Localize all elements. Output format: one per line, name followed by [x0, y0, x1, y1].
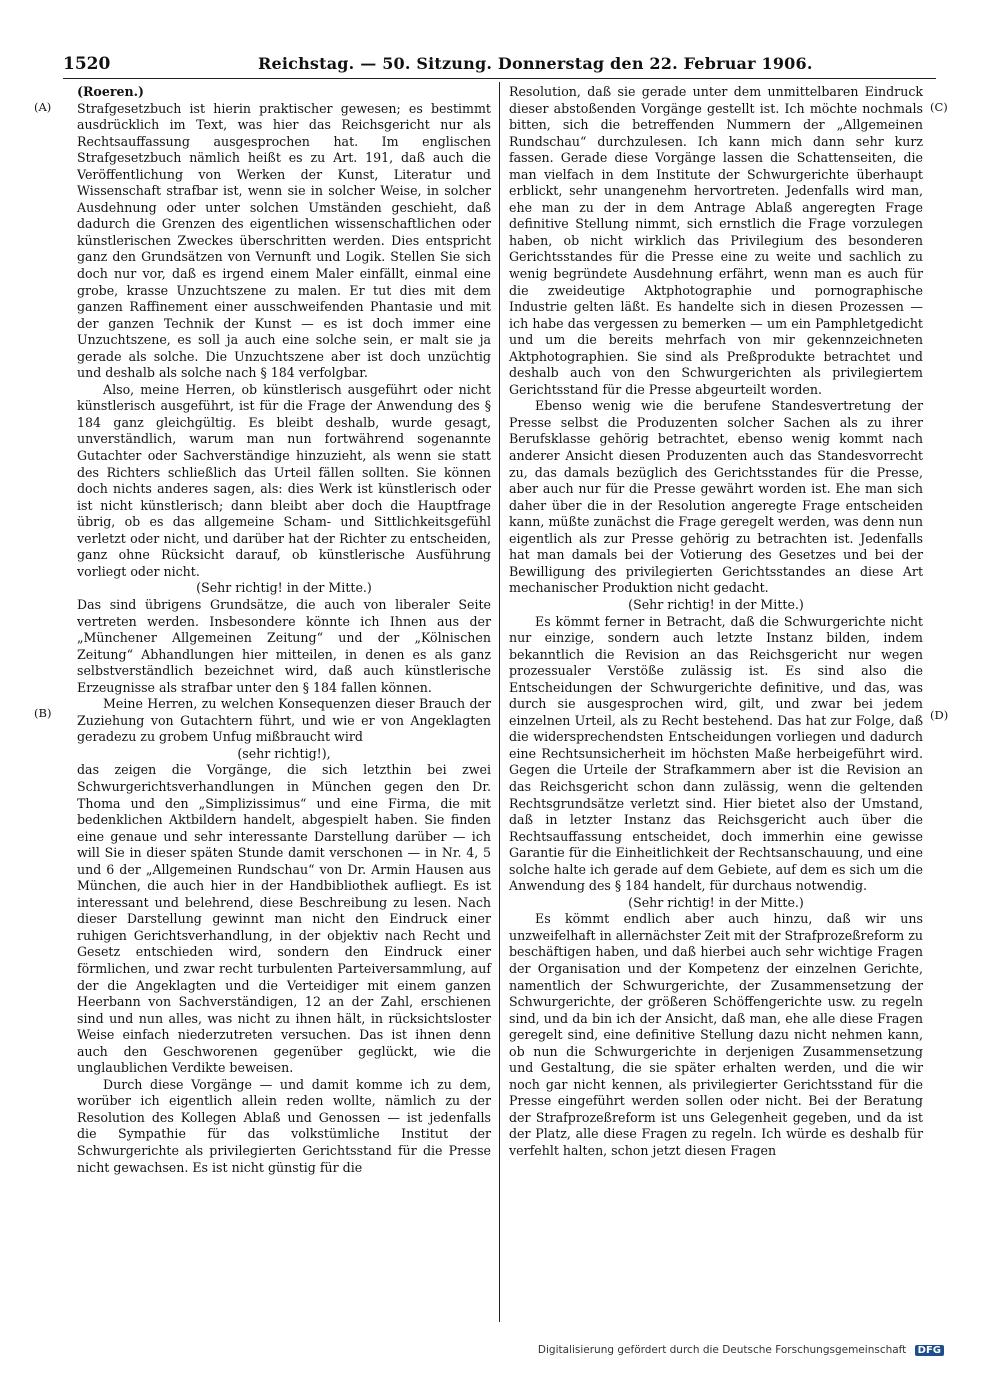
left-paragraph: Das sind übrigens Grundsätze, die auch von liberaler Seite vertreten werden. Insbesondere könnte ich Ihnen aus der „Münchener Allgemeinen Zeitung“ und der „Kölnischen Zeitung“ Abhandlungen hier mitteilen, in denen es als ganz selbstverständlich bezeichnet wird, daß auch künstlerische Erzeugnisse als strafbar unter den § 184 fallen können. [77, 596, 491, 695]
left-paragraph: Strafgesetzbuch ist hierin praktischer gewesen; es bestimmt ausdrücklich im Text, was hier das Reichsgericht nur als Rechtsauffassung ausgesprochen hat. Im englischen Strafgesetzbuch nämlich heißt es zu Art. 191, daß auch die Veröffentlichung von Werken der Kunst, Literatur und Wissenschaft strafbar ist, wenn sie in solcher Weise, in solcher Ausdehnung oder unter solchen Umständen geschieht, daß dadurch die Grenzen des eigentlichen wissenschaftlichen oder künstlerischen Zweckes überschritten werden. Dies entspricht ganz den Grundsätzen von Vernunft und Logik. Stellen Sie sich doch nur vor, daß es irgend einem Maler einfällt, einmal eine grobe, krasse Unzuchtszene zu malen. Er tut dies mit dem ganzen Raffinement einer ausschweifenden Phantasie und mit der ganzen Technik der Kunst — es ist doch immer eine Unzuchtszene, es soll ja auch eine solche sein, er malt sie ja gerade als solche. Die Unzuchtszene aber ist doch unzüchtig und deshalb als solche nach § 184 verfolgbar. [77, 100, 491, 381]
page-title: Reichstag. — 50. Sitzung. Donnerstag den 22. Februar 1906. [258, 54, 813, 73]
right-paragraph: Ebenso wenig wie die berufene Standesvertretung der Presse selbst die Produzenten solcher Sachen als zu ihrer Berufsklasse gehörig betrachtet, ebenso wenig kommt nach anderer Ansicht diesen Produzenten auch das Standesvorrecht zu, das damals bezüglich des Gerichtsstandes für die Presse, aber auch nur für die Presse gewährt worden ist. Ehe man sich daher über die in der Resolution angeregte Frage entscheiden kann, müßte zunächst die Frage geregelt werden, was denn nun eigentlich als zur Presse gehörig zu betrachten ist. Jedenfalls hat man damals bei der Votierung des Gesetzes und bei der Bewilligung des privilegierten Gerichtsstandes an diese Art mechanischer Produktion nicht gedacht. [509, 398, 923, 596]
margin-marker-c: (C) [930, 100, 948, 114]
right-column [509, 84, 923, 1160]
left-paragraph: (sehr richtig!), [237, 745, 331, 761]
right-paragraph: Es kömmt endlich aber auch hinzu, daß wir uns unzweifelhaft in allernächster Zeit mit der Strafprozeßreform zu beschäftigen haben, und daß hierbei auch sehr wichtige Fragen der Organisation und der Kompetenz der einzelnen Gerichte, namentlich der Schwurgerichte, der Zusammensetzung der Schwurgerichte, der größeren Schöffengerichte usw. zu regeln sind, und da bin ich der Ansicht, daß man, ehe alle diese Fragen geregelt sind, eine definitive Stellung dazu nicht nehmen kann, ob nun die Schwurgerichte in derjenigen Zusammensetzung und Gestaltung, die sie später erhalten werden, und die wir noch gar nicht kennen, als privilegierter Gerichtsstand für die Presse eingeführt werden sollen oder nicht. Bei der Beratung der Strafprozeßreform ist uns Gelegenheit gegeben, und da ist der Platz, alle diese Fragen zu regeln. Ich würde es deshalb für verfehlt halten, schon jetzt diesen Fragen [509, 911, 923, 1158]
right-paragraph: (Sehr richtig! in der Mitte.) [628, 596, 804, 612]
right-paragraph: Es kömmt ferner in Betracht, daß die Schwurgerichte nicht nur einzige, sondern auch letzte Instanz bilden, indem bekanntlich die Revision an das Reichsgericht nur wegen prozessualer Verstöße zulässig ist. Es sind also die Entscheidungen der Schwurgerichte definitive, und das, was durch sie ausgesprochen wird, gilt, und zwar bei jedem einzelnen Urteil, als zu Recht bestehend. Das hat zur Folge, daß die widersprechendsten Entscheidungen vorliegen und dadurch eine Rechtsunsicherheit im höchsten Maße herbeigeführt wird. Gegen die Urteile der Strafkammern aber ist die Revision an das Reichsgericht schon dann zulässig, wenn die geltenden Rechtsgrundsätze verletzt sind. Hier bietet also der Umstand, daß in letzter Instanz das Reichsgericht auch über die Rechtsauffassung entscheidet, doch immerhin eine gewisse Garantie für die Einheitlichkeit der Rechtsanschauung, und eine solche halte ich gerade auf dem Gebiete, auf dem es sich um die Anwendung des § 184 handelt, für durchaus notwendig. [509, 613, 923, 894]
margin-marker-d: (D) [930, 708, 949, 722]
speaker-name: (Roeren.) [77, 84, 144, 99]
left-paragraph: Meine Herren, zu welchen Konsequenzen dieser Brauch der Zuziehung von Gutachtern führt, und wie er von Angeklagten geradezu zu grobem Unfug mißbraucht wird [77, 696, 491, 745]
left-paragraph: (Sehr richtig! in der Mitte.) [196, 580, 372, 596]
dfg-logo: DFG [915, 1345, 944, 1356]
page-header [63, 54, 936, 78]
right-paragraph: Resolution, daß sie gerade unter dem unmittelbaren Eindruck dieser abstoßenden Vorgänge gestellt ist. Ich möchte nochmals bitten, sich die betreffenden Nummern der „Allgemeinen Rundschau“ durchzulesen. Ich kann mich dann sehr kurz fassen. Gerade diese Vorgänge lassen die Schattenseiten, die man vielfach in dem Institute der Schwurgerichte überhaupt erblickt, sehr unangenehm hervortreten. Jedenfalls wird man, ehe man zu der in dem Antrage Ablaß angeregten Frage definitive Stellung nimmt, sich ernstlich die Frage vorzulegen haben, ob nicht wirklich das Privilegium des besonderen Gerichtsstandes für die Presse eine zu weite und sachlich zu wenig begründete Ausdehnung erfährt, wenn man es auch für die zweideutige Aktphotographie und pornographische Industrie gelten läßt. Es handelte sich in diesen Prozessen — ich habe das vergessen zu bemerken — um ein Pamphletgedicht und um die bereits mehrfach von mir gekennzeichneten Aktphotographien. Sie sind als Preßprodukte betrachtet und deshalb auch von den Schwurgerichten als privilegiertem Gerichtsstand für die Presse abgeurteilt worden. [509, 84, 923, 397]
right-paragraph: (Sehr richtig! in der Mitte.) [628, 894, 804, 910]
right-column-text [509, 84, 923, 1160]
column-divider [499, 82, 500, 1322]
margin-marker-a: (A) [34, 100, 52, 114]
footer-text: Digitalisierung gefördert durch die Deutsche Forschungsgemeinschaft [537, 1344, 907, 1356]
header-rule [63, 78, 936, 79]
left-column [77, 84, 491, 1176]
left-paragraph: das zeigen die Vorgänge, die sich letzthin bei zwei Schwurgerichtsverhandlungen in München gegen den Dr. Thoma und den „Simplizissimus“ und eine Firma, die mit bedenklichen Aktbildern handelt, abgespielt haben. Sie finden eine genaue und sehr interessante Darstellung darüber — ich will Sie in dieser späten Stunde damit verschonen — in Nr. 4, 5 und 6 der „Allgemeinen Rundschau“ von Dr. Armin Hausen aus München, die auch hier in der Handbibliothek aufliegt. Es ist interessant und belehrend, diese Beschreibung zu lesen. Nach dieser Darstellung gewinnt man nicht den Eindruck einer ruhigen Gerichtsverhandlung, in der objektiv nach Recht und Gesetz entschieden wird, sondern den Eindruck einer förmlichen, und zwar recht turbulenten Parteiversammlung, auf der die Angeklagten und die Verteidiger mit einem ganzen Heerbann von Sachverständigen, 12 an der Zahl, erschienen sind und nun alles, was nicht zu ihnen hält, in rücksichtsloster Weise einfach niederzutreten versuchen. Das ist ihnen denn auch den Geschworenen gegenüber geglückt, wie die unglaublichen Verdikte beweisen. [77, 762, 491, 1076]
left-column-text [77, 101, 491, 1177]
left-paragraph: Durch diese Vorgänge — und damit komme ich zu dem, worüber ich eigentlich allein reden wollte, nämlich zu der Resolution des Kollegen Ablaß und Genossen — ist jedenfalls die Sympathie für das volkstümliche Institut der Schwurgerichte als privilegierten Gerichtsstand für die Presse nicht gewachsen. Es ist nicht günstig für die [77, 1076, 491, 1175]
page-number: 1520 [63, 54, 111, 74]
footer-credit [538, 1344, 944, 1356]
margin-marker-b: (B) [34, 706, 52, 720]
left-paragraph: Also, meine Herren, ob künstlerisch ausgeführt oder nicht künstlerisch ausgeführt, ist für die Frage der Anwendung des § 184 ganz gleichgültig. Es bleibt deshalb, wurde gesagt, unverständlich, warum man nun fortwährend sogenannte Gutachter oder Sachverständige hinzuzieht, als wenn sie statt des Richters schließlich das Urteil fällen sollten. Sie können doch nichts anderes sagen, als: dies Werk ist künstlerisch oder ist nicht künstlerisch; dann bleibt aber doch die Hauptfrage übrig, ob es das allgemeine Scham- und Sittlichkeitsgefühl verletzt oder nicht, und darüber hat der Richter zu entscheiden, ganz ohne Rücksicht darauf, ob künstlerische Ausführung vorliegt oder nicht. [77, 381, 491, 579]
